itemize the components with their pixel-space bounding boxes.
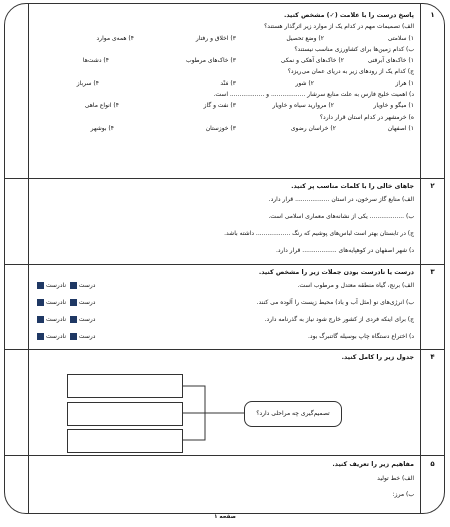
false-label: نادرست [46, 333, 66, 340]
question-number: ۴ [430, 353, 435, 361]
false-label: نادرست [46, 299, 66, 306]
page-footer: صفحه ۱ [214, 514, 236, 520]
option[interactable]: ۱) خاک‌های آبرفتی [367, 57, 414, 65]
statement: الف) برنج، گیاه منطقه معتدل و مرطوب است. [297, 282, 414, 289]
statement: ج) برای اینکه فردی از کشور خارج شود نیاز به گذرنامه دارد. [264, 316, 414, 323]
option[interactable]: ۱) سلامتی [387, 34, 414, 42]
option[interactable]: ۴) بوشهر [90, 124, 114, 132]
option[interactable]: ۱) میگو و خاویار [373, 102, 414, 110]
question-e: ه) خرمشهر در کدام استان قرار دارد؟ [319, 113, 414, 121]
section-title: مفاهیم زیر را تعریف کنید. [332, 461, 414, 468]
true-label: درست [78, 333, 96, 340]
option[interactable]: ۳) اخلاق و رفتار [195, 34, 236, 42]
option[interactable]: ۴) انواع ماهی [84, 102, 119, 110]
option[interactable]: ۴) همه‌ی موارد [96, 34, 134, 42]
false-label: نادرست [46, 316, 66, 323]
false-label: نادرست [46, 282, 66, 289]
exam-frame [4, 3, 445, 514]
option[interactable]: ۱) هراز [395, 79, 414, 87]
option[interactable]: ۴) سرباز [76, 79, 99, 87]
fill-blank-item: ب) .................. یکی از نشانه‌های معماری اسلامی است. [268, 213, 414, 220]
section-5 [35, 459, 414, 505]
option[interactable]: ۲) شور [295, 79, 314, 87]
true-label: درست [78, 299, 96, 306]
section-title: پاسخ درست را با علامت (✓) مشخص کنید. [284, 12, 414, 19]
definition-item: الف) خط تولید [377, 475, 414, 482]
statement: د) اختراع دستگاه چاپ بوسیله گاتنبرگ بود. [308, 333, 414, 340]
question-a: الف) تصمیمات مهم در کدام یک از موارد زیر اثرگذار هستند؟ [264, 23, 414, 31]
option[interactable]: ۴) دشت‌ها [82, 57, 109, 65]
option[interactable]: ۱) اصفهان [387, 124, 414, 132]
option[interactable]: ۳) خاک‌های مرطوب [185, 57, 236, 65]
section-title: جاهای خالی را با کلمات مناسب پر کنید. [291, 183, 414, 190]
fill-blank-item: الف) منابع گاز سرخون، در استان .................. قرار دارد. [268, 196, 414, 203]
answer-box-2[interactable] [67, 402, 183, 426]
fill-blank-item: د) شهر اصفهان در کوهپایه‌های .................. قرار دارد. [275, 247, 414, 254]
question-number: ۳ [430, 268, 435, 276]
option[interactable]: ۳) خوزستان [205, 124, 236, 132]
option[interactable]: ۲) خاک‌های آهکی و نمکی [280, 57, 344, 65]
diagram-question-box: تصمیم‌گیری چه مراحلی دارد؟ [244, 401, 342, 427]
option[interactable]: ۲) وضع تحصیل [286, 34, 324, 42]
question-d: د) اهمیت خلیج فارس به علت منابع سرشار .................. و .................. است. [213, 91, 414, 99]
true-label: درست [78, 282, 96, 289]
question-c: ج) کدام یک از رودهای زیر به دریای عمان می‌ریزد؟ [287, 68, 414, 76]
question-b: ب) کدام زمین‌ها برای کشاورزی مناسب نیستند؟ [294, 45, 414, 53]
question-number: ۲ [430, 182, 435, 190]
option[interactable]: ۳) نفت و گاز [203, 102, 236, 110]
question-number: ۵ [430, 460, 435, 468]
option[interactable]: ۳) مَنْد [220, 79, 236, 87]
option[interactable]: ۲) خراسان رضوی [290, 124, 336, 132]
section-title: درست یا نادرست بودن جملات زیر را مشخص کنید. [258, 269, 414, 276]
fill-blank-item: ج) در تابستان بهتر است لباس‌های پوشیم که رنگ .................. داشته باشد. [224, 230, 414, 237]
statement: ب) انرژی‌های نو (مثل آب و باد) محیط زیست را آلوده می کنند. [256, 299, 414, 306]
section-title: جدول زیر را کامل کنید. [341, 354, 414, 361]
question-number: ۱ [430, 11, 435, 19]
true-label: درست [78, 316, 96, 323]
definition-item: ب) مرز: [392, 491, 414, 498]
answer-box-3[interactable] [67, 429, 183, 453]
option[interactable]: ۲) مروارید سیاه و خاویار [272, 102, 334, 110]
answer-box-1[interactable] [67, 374, 183, 398]
